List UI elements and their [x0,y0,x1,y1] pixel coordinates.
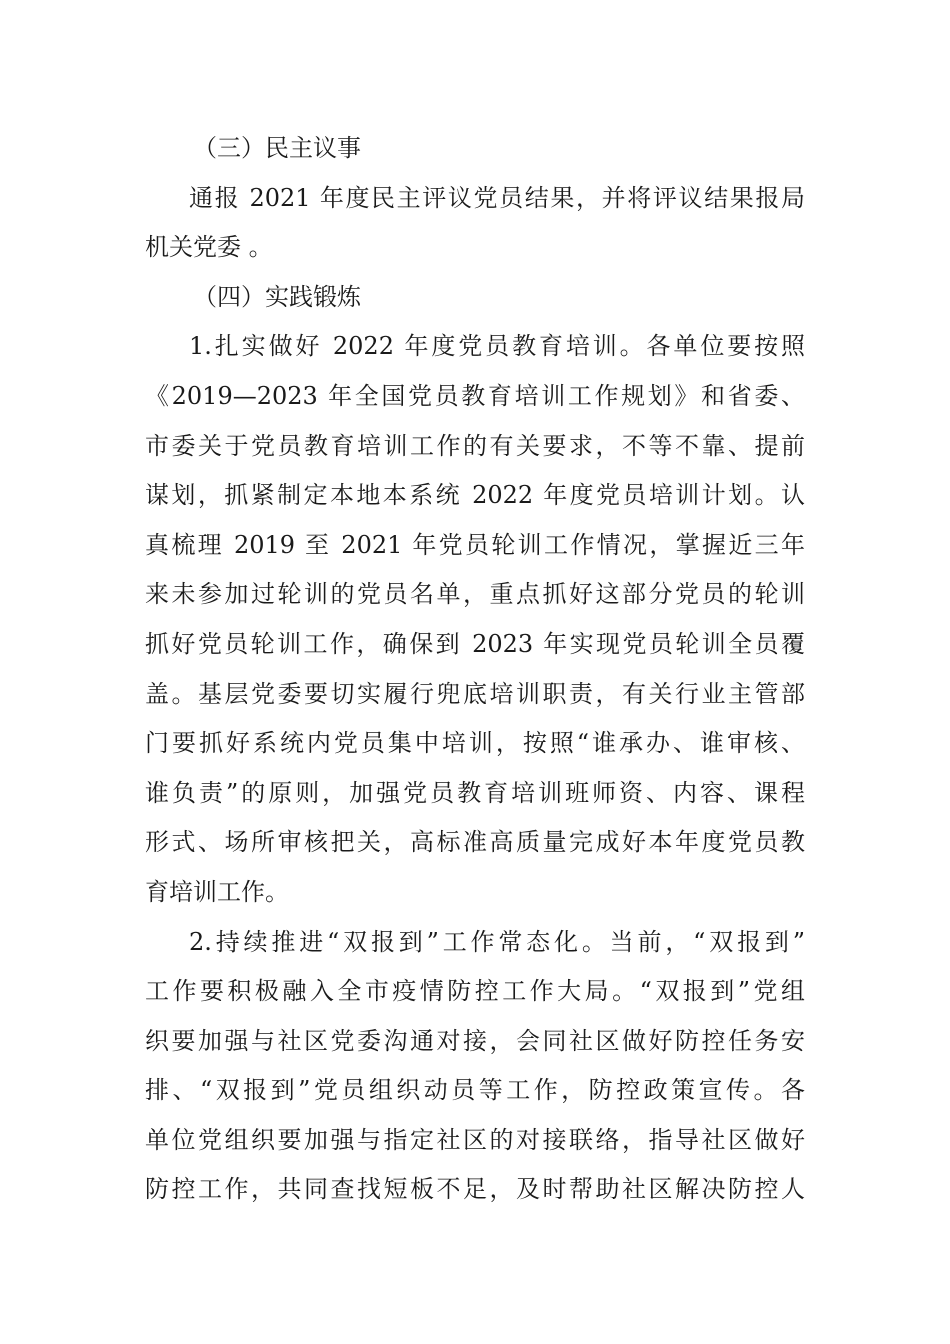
paragraph-line: 单位党组织要加强与指定社区的对接联络，指导社区做好 [145,1125,805,1154]
paragraph-line: 育培训工作。 [145,877,289,906]
paragraph-line: 工作要积极融入全市疫情防控工作大局。“双报到”党组 [145,977,805,1006]
paragraph-line: 谋划，抓紧制定本地本系统 2022 年度党员培训计划。认 [145,481,805,510]
paragraph-line: 真梳理 2019 至 2021 年党员轮训工作情况，掌握近三年 [145,530,805,559]
section-heading-3: （三）民主议事 [193,134,361,162]
section-heading-4: （四）实践锻炼 [193,282,361,311]
paragraph-line: 门要抓好系统内党员集中培训，按照“谁承办、谁审核、 [145,729,805,758]
paragraph-line: 机关党委 。 [145,233,273,262]
paragraph-line: 《2019—2023 年全国党员教育培训工作规划》和省委、 [145,381,805,410]
paragraph-line: 2.持续推进“双报到”工作常态化。当前，“双报到” [189,927,805,956]
paragraph-line: 1.扎实做好 2022 年度党员教育培训。各单位要按照 [189,332,805,361]
paragraph-line: 抓好党员轮训工作，确保到 2023 年实现党员轮训全员覆 [145,629,805,658]
paragraph-line: 盖。基层党委要切实履行兜底培训职责，有关行业主管部 [145,679,805,708]
paragraph-line: 来未参加过轮训的党员名单，重点抓好这部分党员的轮训 [145,580,805,609]
paragraph-line: 形式、场所审核把关，高标准高质量完成好本年度党员教 [145,828,805,857]
paragraph-line: 织要加强与社区党委沟通对接，会同社区做好防控任务安 [145,1026,805,1055]
paragraph-line: 通报 2021 年度民主评议党员结果，并将评议结果报局 [189,183,805,212]
paragraph-line: 排、“双报到”党员组织动员等工作，防控政策宣传。各 [145,1076,805,1105]
paragraph-line: 谁负责”的原则，加强党员教育培训班师资、内容、课程 [145,778,805,807]
paragraph-line: 市委关于党员教育培训工作的有关要求，不等不靠、提前 [145,431,805,460]
paragraph-line: 防控工作，共同查找短板不足，及时帮助社区解决防控人 [145,1175,805,1204]
